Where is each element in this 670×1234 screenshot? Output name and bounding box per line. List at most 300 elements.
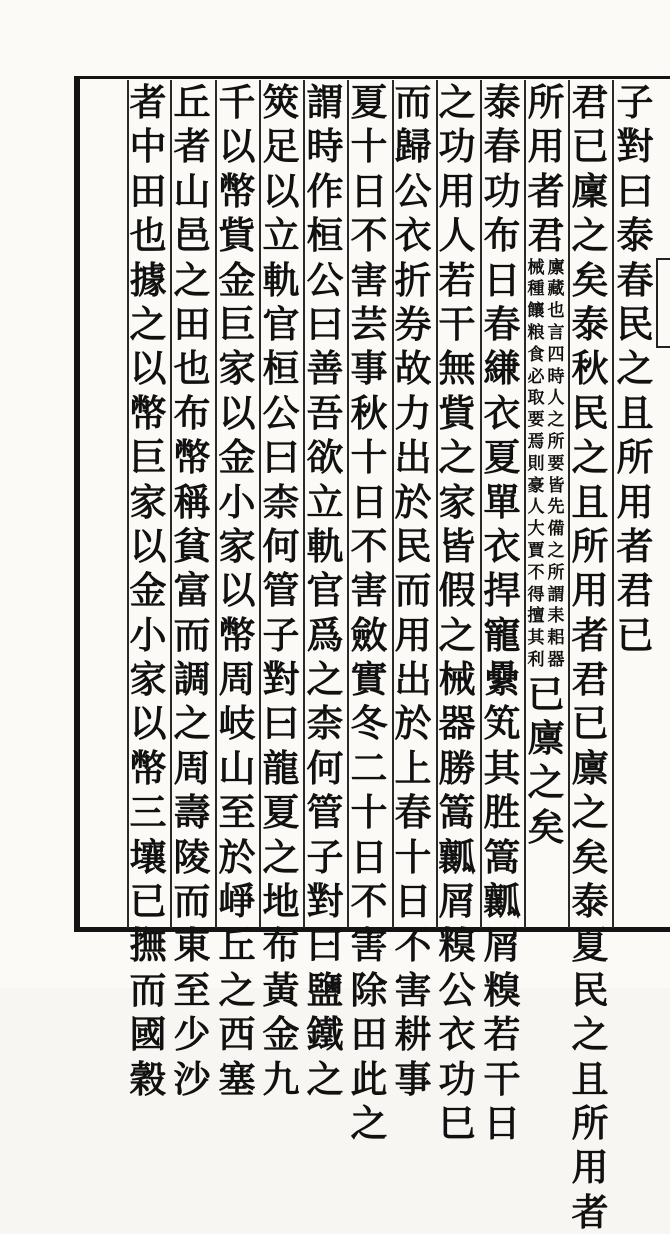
- char: 功: [438, 124, 476, 169]
- char: 撫: [129, 923, 167, 968]
- char: 泰: [483, 80, 521, 124]
- fold-edge-mark: [656, 258, 670, 348]
- char: 且: [571, 479, 609, 524]
- char: 曰: [306, 301, 344, 346]
- char: 之: [438, 80, 476, 124]
- char: 之: [262, 834, 300, 879]
- char: 瓤: [438, 834, 476, 879]
- char: 不: [394, 923, 432, 968]
- char: 所: [571, 1100, 609, 1145]
- char: 衣: [483, 390, 521, 435]
- char: 之: [547, 410, 565, 431]
- text-column: [438, 80, 476, 1145]
- char: 先: [547, 497, 565, 518]
- char: 之: [438, 612, 476, 657]
- char: 善: [306, 346, 344, 391]
- char: 食: [527, 344, 545, 365]
- char: 屑: [483, 923, 521, 968]
- char: 西: [218, 1012, 256, 1057]
- char: 所: [547, 562, 565, 583]
- char: 無: [438, 346, 476, 391]
- char: 沙: [173, 1056, 211, 1101]
- char: 公: [262, 390, 300, 435]
- char: 此: [350, 1056, 388, 1101]
- char: 用: [571, 568, 609, 613]
- char: 夏: [350, 80, 388, 124]
- char: 曰: [262, 701, 300, 746]
- char: 君: [571, 657, 609, 702]
- char: 軌: [306, 523, 344, 568]
- char: 崢: [218, 879, 256, 924]
- char: 貲: [438, 390, 476, 435]
- char: 官: [262, 301, 300, 346]
- char: 之: [438, 435, 476, 480]
- char: 曰: [306, 923, 344, 968]
- char: 金: [262, 1012, 300, 1057]
- char: 丘: [173, 80, 211, 124]
- char: 以: [129, 523, 167, 568]
- char: 屑: [438, 879, 476, 924]
- char: 械: [527, 257, 545, 278]
- text-column: [129, 80, 167, 1101]
- char: 而: [173, 612, 211, 657]
- char: 矣: [571, 834, 609, 879]
- char: 以: [218, 124, 256, 169]
- char: 皆: [438, 523, 476, 568]
- char: 三: [129, 790, 167, 835]
- char: 人: [438, 213, 476, 258]
- char: 民: [571, 967, 609, 1012]
- text-column: [483, 80, 521, 1145]
- char: 二: [350, 745, 388, 790]
- char: 要: [547, 453, 565, 474]
- char: 干: [483, 1056, 521, 1101]
- char: 田: [173, 301, 211, 346]
- char: 瓤: [483, 879, 521, 924]
- char: 而: [394, 80, 432, 124]
- char: 對: [616, 124, 654, 169]
- char: 也: [129, 213, 167, 258]
- char: 假: [438, 568, 476, 613]
- char: 布: [173, 390, 211, 435]
- char: 於: [218, 834, 256, 879]
- char: 用: [527, 124, 565, 169]
- char: 害: [350, 923, 388, 968]
- char: 至: [173, 967, 211, 1012]
- char: 巨: [129, 435, 167, 480]
- char: 不: [350, 523, 388, 568]
- char: 器: [438, 701, 476, 746]
- char: 之: [350, 1100, 388, 1145]
- char: 而: [129, 967, 167, 1012]
- char: 日: [394, 879, 432, 924]
- char: 貲: [218, 213, 256, 258]
- char: 胜: [483, 790, 521, 835]
- char: 日: [350, 834, 388, 879]
- char: 夏: [483, 435, 521, 480]
- char: 用: [394, 612, 432, 657]
- char: 器: [547, 649, 565, 670]
- char: 日: [350, 479, 388, 524]
- char: 賈: [527, 540, 545, 561]
- char: 管: [306, 790, 344, 835]
- char: 不: [350, 213, 388, 258]
- char: 金: [218, 257, 256, 302]
- text-column: [616, 80, 654, 925]
- char: 若: [438, 257, 476, 302]
- char: 欲: [306, 435, 344, 480]
- char: 立: [306, 479, 344, 524]
- char: 用: [616, 479, 654, 524]
- char: 小: [218, 479, 256, 524]
- char: 功: [483, 168, 521, 213]
- char: 力: [394, 390, 432, 435]
- char: 斂: [350, 612, 388, 657]
- char: 之: [547, 540, 565, 561]
- char: 以: [129, 346, 167, 391]
- char: 也: [547, 301, 565, 322]
- char: 其: [483, 745, 521, 790]
- char: 粮: [527, 322, 545, 343]
- char: 已: [616, 612, 654, 657]
- char: 幣: [173, 435, 211, 480]
- char: 篙: [438, 790, 476, 835]
- char: 春: [483, 124, 521, 169]
- char: 券: [394, 301, 432, 346]
- char: 於: [394, 479, 432, 524]
- char: 柰: [306, 701, 344, 746]
- char: 不: [350, 879, 388, 924]
- char: 十: [350, 124, 388, 169]
- char: 出: [394, 657, 432, 702]
- char: 貧: [173, 523, 211, 568]
- char: 公: [438, 967, 476, 1012]
- char: 壤: [129, 834, 167, 879]
- char: 布: [483, 213, 521, 258]
- char: 害: [394, 967, 432, 1012]
- char: 泰: [571, 301, 609, 346]
- char: 十: [394, 834, 432, 879]
- char: 廪: [571, 745, 609, 790]
- text-column: [262, 80, 300, 1101]
- char: 之: [218, 967, 256, 1012]
- char: 耜: [547, 628, 565, 649]
- char: 所: [571, 523, 609, 568]
- char: 已: [571, 701, 609, 746]
- commentary-note: [527, 258, 565, 672]
- char: 用: [571, 1145, 609, 1190]
- char: 謂: [306, 80, 344, 124]
- char: 春: [394, 790, 432, 835]
- char: 岐: [218, 701, 256, 746]
- char: 以: [218, 390, 256, 435]
- text-column: [571, 80, 609, 1234]
- char: 也: [173, 346, 211, 391]
- char: 爲: [306, 612, 344, 657]
- char: 得: [527, 584, 545, 605]
- char: 者: [129, 80, 167, 124]
- char: 以: [262, 168, 300, 213]
- char: 曰: [616, 168, 654, 213]
- char: 廩: [571, 168, 609, 213]
- char: 以: [218, 568, 256, 613]
- char: 布: [262, 923, 300, 968]
- char: 中: [129, 124, 167, 169]
- char: 幣: [218, 168, 256, 213]
- char: 春: [483, 301, 521, 346]
- char: 捍: [483, 568, 521, 613]
- char: 泰: [571, 879, 609, 924]
- char: 家: [129, 479, 167, 524]
- char: 四: [547, 344, 565, 365]
- char: 對: [262, 657, 300, 702]
- text-column: [173, 80, 211, 1101]
- char: 衣: [438, 1012, 476, 1057]
- char: 十: [350, 790, 388, 835]
- char: 日: [350, 168, 388, 213]
- char: 糗: [483, 967, 521, 1012]
- char: 之: [173, 257, 211, 302]
- char: 金: [218, 435, 256, 480]
- char: 時: [547, 366, 565, 387]
- char: 取: [527, 388, 545, 409]
- char: 害: [350, 257, 388, 302]
- char: 於: [394, 701, 432, 746]
- char: 用: [438, 168, 476, 213]
- char: 要: [527, 410, 545, 431]
- char: 壽: [173, 790, 211, 835]
- char: 之: [527, 760, 565, 805]
- char: 吾: [306, 390, 344, 435]
- char: 篙: [483, 834, 521, 879]
- char: 巨: [218, 301, 256, 346]
- char: 立: [262, 213, 300, 258]
- text-column: [306, 80, 344, 1101]
- char: 民: [571, 390, 609, 435]
- note-column-right: [547, 258, 565, 672]
- char: 千: [218, 80, 256, 124]
- char: 事: [394, 1056, 432, 1101]
- char: 寵: [483, 612, 521, 657]
- char: 而: [394, 568, 432, 613]
- char: 人: [527, 497, 545, 518]
- char: 言: [547, 322, 565, 343]
- char: 必: [527, 366, 545, 387]
- char: 據: [129, 257, 167, 302]
- char: 夏: [571, 923, 609, 968]
- char: 公: [306, 257, 344, 302]
- char: 之: [306, 1056, 344, 1101]
- char: 家: [438, 479, 476, 524]
- char: 矣: [527, 804, 565, 849]
- char: 秋: [350, 390, 388, 435]
- char: 田: [129, 168, 167, 213]
- char: 且: [571, 1056, 609, 1101]
- char: 者: [571, 1189, 609, 1234]
- char: 實: [350, 657, 388, 702]
- char: 種: [527, 279, 545, 300]
- char: 焉: [527, 431, 545, 452]
- char: 調: [173, 657, 211, 702]
- char: 歸: [394, 124, 432, 169]
- char: 者: [527, 168, 565, 213]
- char: 皆: [547, 475, 565, 496]
- char: 至: [218, 790, 256, 835]
- char: 害: [350, 568, 388, 613]
- char: 之: [129, 301, 167, 346]
- char: 富: [173, 568, 211, 613]
- char: 藏: [547, 279, 565, 300]
- char: 單: [483, 479, 521, 524]
- char: 事: [350, 346, 388, 391]
- char: 公: [394, 168, 432, 213]
- char: 糗: [438, 923, 476, 968]
- char: 家: [218, 346, 256, 391]
- char: 衣: [483, 523, 521, 568]
- char: 折: [394, 257, 432, 302]
- char: 筴: [262, 80, 300, 124]
- char: 縑: [483, 346, 521, 391]
- char: 金: [129, 568, 167, 613]
- char: 廪: [547, 257, 565, 278]
- char: 官: [306, 568, 344, 613]
- char: 君: [616, 568, 654, 613]
- char: 何: [306, 745, 344, 790]
- char: 人: [547, 388, 565, 409]
- char: 之: [571, 213, 609, 258]
- char: 幣: [129, 390, 167, 435]
- char: 小: [129, 612, 167, 657]
- char: 已: [129, 879, 167, 924]
- char: 以: [129, 701, 167, 746]
- char: 冬: [350, 701, 388, 746]
- char: 幣: [218, 612, 256, 657]
- char: 山: [173, 168, 211, 213]
- char: 所: [527, 80, 565, 124]
- char: 若: [483, 1012, 521, 1057]
- char: 者: [571, 612, 609, 657]
- char: 日: [483, 257, 521, 302]
- char: 君: [571, 80, 609, 124]
- column-rule: [612, 80, 614, 928]
- char: 塞: [218, 1056, 256, 1101]
- char: 桓: [306, 213, 344, 258]
- char: 之: [616, 346, 654, 391]
- char: 家: [218, 523, 256, 568]
- char: 芸: [350, 301, 388, 346]
- char: 曰: [262, 435, 300, 480]
- char: 鹽: [306, 967, 344, 1012]
- char: 干: [438, 301, 476, 346]
- char: 家: [129, 657, 167, 702]
- char: 日: [483, 1100, 521, 1145]
- char: 少: [173, 1012, 211, 1057]
- char: 利: [527, 649, 545, 670]
- char: 夏: [262, 790, 300, 835]
- char: 十: [350, 435, 388, 480]
- char: 九: [262, 1056, 300, 1101]
- text-column: [394, 80, 432, 1101]
- char: 君: [527, 213, 565, 258]
- char: 功: [438, 1056, 476, 1101]
- char: 笂: [483, 701, 521, 746]
- char: 則: [527, 453, 545, 474]
- char: 已: [571, 124, 609, 169]
- char: 械: [438, 657, 476, 702]
- note-column-left: [527, 258, 545, 672]
- char: 者: [616, 523, 654, 568]
- char: 衣: [394, 213, 432, 258]
- char: 擅: [527, 606, 545, 627]
- char: 耒: [547, 606, 565, 627]
- char: 子: [616, 80, 654, 124]
- char: 廪: [527, 716, 565, 761]
- char: 柰: [262, 479, 300, 524]
- char: 矣: [571, 257, 609, 302]
- char: 不: [527, 562, 545, 583]
- text-column: [350, 80, 388, 1145]
- char: 之: [173, 701, 211, 746]
- char: 子: [262, 612, 300, 657]
- char: 國: [129, 1012, 167, 1057]
- char: 春: [616, 257, 654, 302]
- column-rule: [259, 80, 261, 928]
- char: 出: [394, 435, 432, 480]
- char: 備: [547, 519, 565, 540]
- char: 除: [350, 967, 388, 1012]
- char: 子: [306, 834, 344, 879]
- char: 大: [527, 519, 545, 540]
- char: 饟: [527, 301, 545, 322]
- char: 稱: [173, 479, 211, 524]
- char: 之: [571, 1012, 609, 1057]
- column-rule: [524, 80, 526, 928]
- char: 時: [306, 124, 344, 169]
- char: 之: [571, 790, 609, 835]
- char: 山: [218, 745, 256, 790]
- char: 作: [306, 168, 344, 213]
- char: 所: [547, 431, 565, 452]
- char: 者: [173, 124, 211, 169]
- char: 鐵: [306, 1012, 344, 1057]
- char: 田: [350, 1012, 388, 1057]
- char: 已: [527, 671, 565, 716]
- char: 耕: [394, 1012, 432, 1057]
- char: 泰: [616, 213, 654, 258]
- column-rule: [303, 80, 305, 928]
- char: 丘: [218, 923, 256, 968]
- char: 其: [527, 628, 545, 649]
- char: 之: [306, 657, 344, 702]
- char: 上: [394, 745, 432, 790]
- column-rule: [170, 80, 172, 928]
- char: 之: [571, 435, 609, 480]
- char: 龍: [262, 745, 300, 790]
- column-rule: [568, 80, 570, 928]
- char: 秋: [571, 346, 609, 391]
- char: 且: [616, 390, 654, 435]
- char: 周: [218, 657, 256, 702]
- char: 足: [262, 124, 300, 169]
- char: 對: [306, 879, 344, 924]
- char: 謂: [547, 584, 565, 605]
- char: 穀: [129, 1056, 167, 1101]
- char: 陵: [173, 834, 211, 879]
- char: 軌: [262, 257, 300, 302]
- char: 東: [173, 923, 211, 968]
- column-rule: [215, 80, 217, 928]
- char: 所: [616, 435, 654, 480]
